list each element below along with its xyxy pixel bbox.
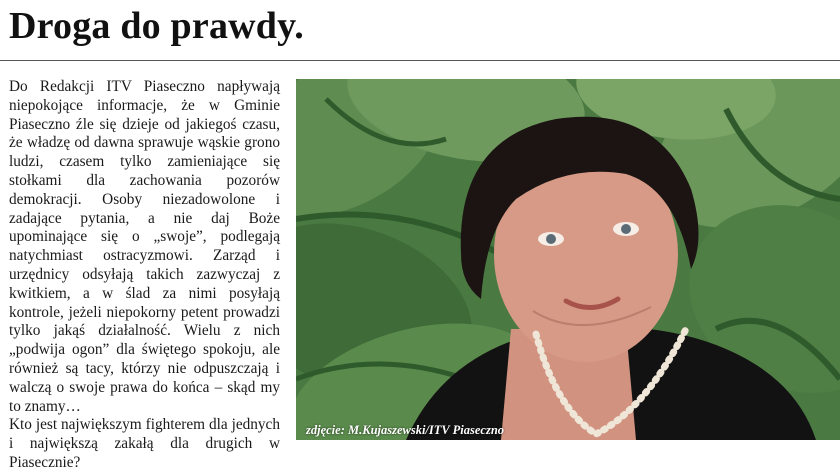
article-paragraph: Kto jest największym fighterem dla jednych i największą zakałą dla drugich w Piasecznie?: [9, 416, 280, 471]
portrait-illustration: [296, 79, 840, 440]
portrait-photo: [296, 79, 840, 440]
article-paragraph: Do Redakcji ITV Piaseczno napływają niepokojące informacje, że w Gminie Piaseczno źle się dzieje od jakiegoś czasu, że władzę od dawna sprawuje wąskie grono ludzi, czasem tylko zamieniające się stołkami dla zachowania pozorów demokracji. Osoby niezadowolone i zadające pytania, a nie daj Boże upominające się o „swoje”, podlegają natychmiast ostracyzmowi. Zarząd i urzędnicy odsyłają takich zazwyczaj z kwitkiem, a w ślad za nimi posyłają kontrole, jeżeli niepokorny petent prowadzi tylko jakąś działalność. Wielu z nich „podwija ogon” dla świętego spokoju, ale również są tacy, którzy nie odpuszczają i walczą o swoje prawa do końca – skąd my to znamy…: [9, 78, 280, 415]
photo-caption: zdjęcie: M.Kujaszewski/ITV Piaseczno: [306, 423, 505, 437]
headline: Droga do prawdy.: [9, 5, 304, 47]
article-body: [9, 78, 280, 473]
headline-rule: [0, 60, 840, 61]
